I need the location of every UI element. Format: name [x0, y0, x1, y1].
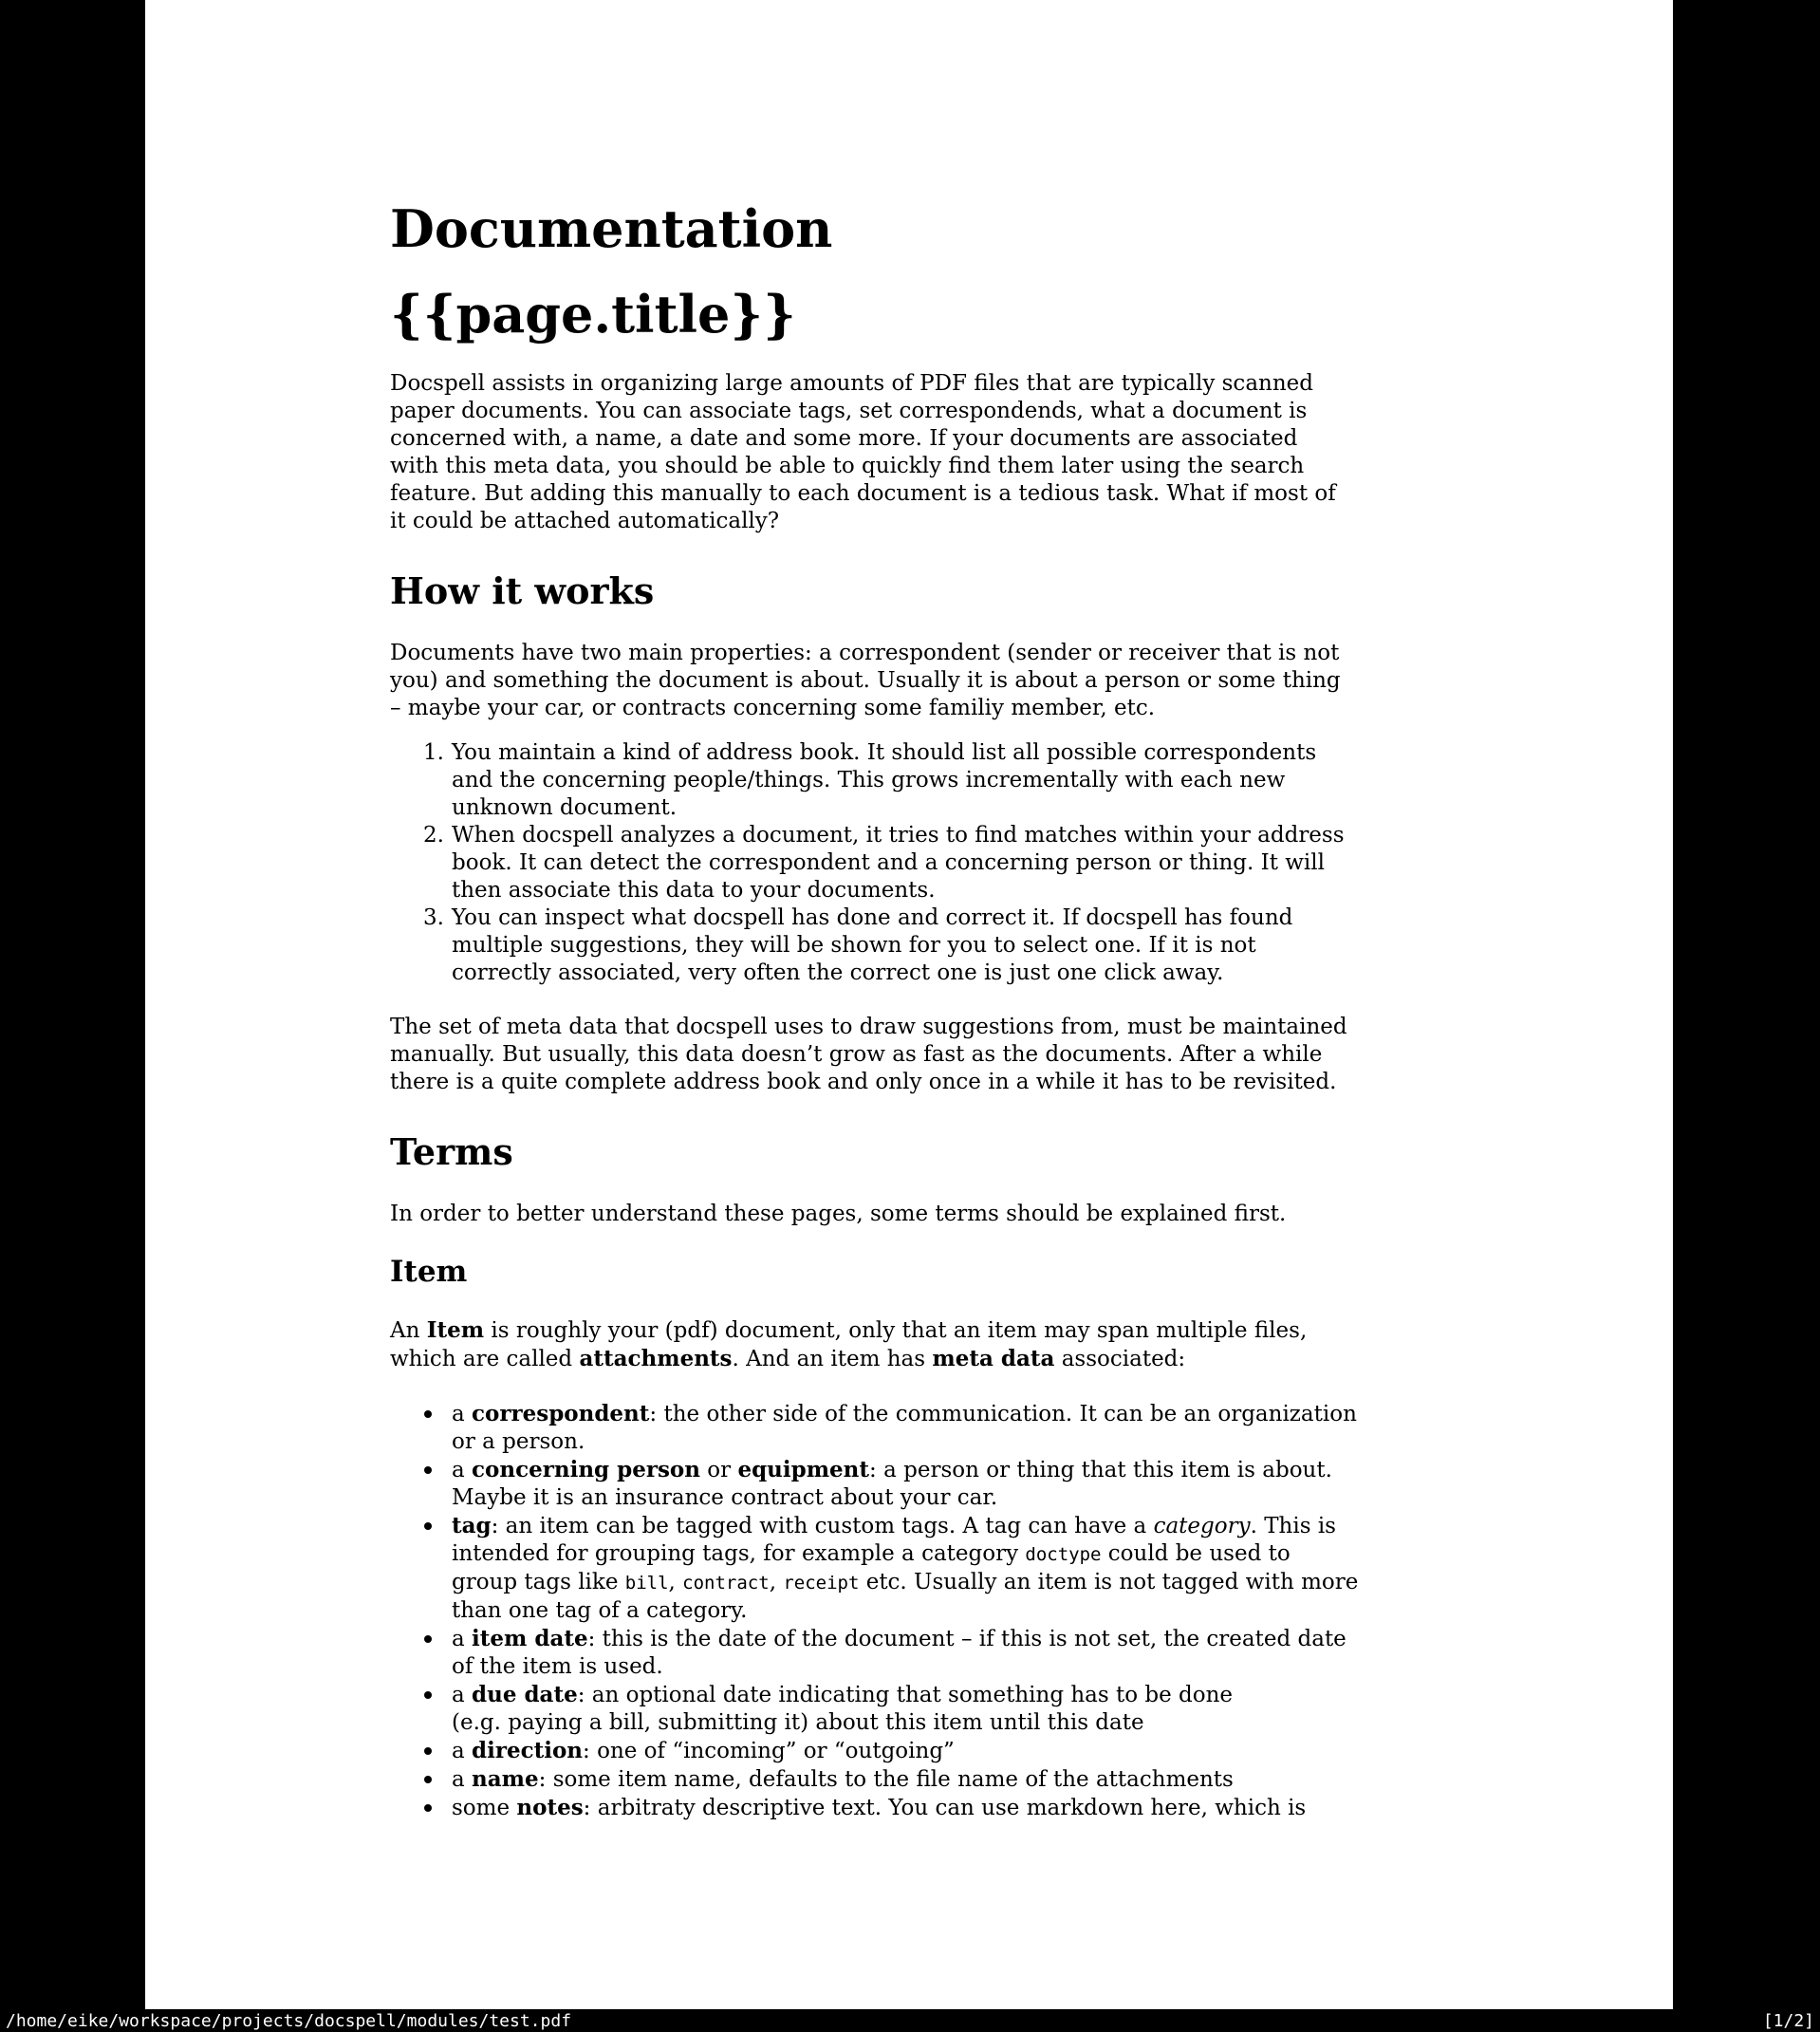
list-item: [452, 1512, 1491, 1625]
plain-text: group tags like: [452, 1570, 625, 1594]
list-item: [452, 1625, 1491, 1681]
text-line: You can inspect what docspell has done and correct it. If docspell has found: [452, 905, 1293, 930]
bold-text: concerning person: [472, 1457, 700, 1482]
plain-text: : the other side of the communication. It can be an organization: [649, 1402, 1357, 1426]
text-line: [452, 1428, 1491, 1456]
bullet-icon: [424, 1466, 432, 1474]
plain-text: a: [452, 1458, 473, 1482]
bold-text: tag: [452, 1513, 492, 1538]
list-item: [452, 1681, 1491, 1737]
bold-text: item date: [472, 1626, 588, 1651]
text-line: unknown document.: [452, 795, 678, 820]
plain-text: Maybe it is an insurance contract about your car.: [452, 1485, 998, 1510]
plain-text: a: [452, 1402, 473, 1426]
statusbar-page-indicator: [1/2]: [1762, 2010, 1814, 2031]
text-line: [452, 1400, 1491, 1428]
paragraph: [390, 640, 1491, 722]
text-line: [452, 1737, 1491, 1765]
text-line: and the concerning people/things. This grows incrementally with each new: [452, 768, 1286, 792]
list-item: [452, 1765, 1491, 1794]
plain-text: of the item is used.: [452, 1654, 663, 1679]
plain-text: . This is: [1250, 1514, 1336, 1538]
text-line: In order to better understand these pages, some terms should be explained first.: [390, 1202, 1287, 1226]
code-text: doctype: [1025, 1544, 1102, 1565]
bold-text: correspondent: [472, 1401, 650, 1426]
bold-text: name: [472, 1766, 539, 1792]
statusbar: [0, 2009, 1820, 2032]
plain-text: or: [699, 1458, 738, 1482]
ordered-list: [390, 739, 1491, 987]
text-line: [390, 1345, 1491, 1373]
text-line: you) and something the document is about. Usually it is about a person or some thing: [390, 668, 1341, 693]
heading-h1: {{page.title}}: [390, 284, 796, 345]
text-line: concerned with, a name, a date and some more. If your documents are associated: [390, 426, 1298, 451]
bold-text: Item: [426, 1317, 485, 1343]
plain-text: a: [452, 1739, 473, 1763]
plain-text: : an optional date indicating that something has to be done: [577, 1683, 1234, 1707]
text-line: with this meta data, you should be able to quickly find them later using the search: [390, 454, 1305, 478]
paragraph: [390, 1014, 1491, 1096]
text-line: [390, 1316, 1491, 1345]
bold-text: direction: [472, 1738, 584, 1763]
plain-text: than one tag of a category.: [452, 1598, 748, 1623]
text-line: Documents have two main properties: a correspondent (sender or receiver that is not: [390, 641, 1340, 665]
plain-text: a: [452, 1767, 473, 1792]
plain-text: ,: [668, 1570, 683, 1594]
text-line: [452, 1794, 1491, 1822]
heading-h1: Documentation: [390, 198, 833, 259]
italic-text: category: [1153, 1514, 1251, 1538]
list-item: [423, 822, 1491, 904]
list-number: 2.: [423, 823, 444, 848]
text-line: manually. But usually, this data doesn’t grow as fast as the documents. After a while: [390, 1042, 1323, 1067]
list-number: 1.: [423, 740, 444, 765]
text-line: correctly associated, very often the correct one is just one click away.: [452, 960, 1224, 985]
bold-text: notes: [516, 1795, 584, 1820]
plain-text: associated:: [1054, 1347, 1186, 1371]
list-item: [452, 1794, 1491, 1822]
plain-text: ,: [769, 1570, 784, 1594]
text-line: [452, 1765, 1491, 1794]
plain-text: intended for grouping tags, for example a category: [452, 1541, 1026, 1566]
list-item: [423, 904, 1491, 987]
plain-text: is roughly your (pdf) document, only that an item may span multiple files,: [484, 1318, 1308, 1343]
pdf-page: [145, 0, 1673, 2009]
plain-text: (e.g. paying a bill, submitting it) about this item until this date: [452, 1710, 1144, 1735]
plain-text: some: [452, 1796, 517, 1820]
text-line: You maintain a kind of address book. It should list all possible correspondents: [452, 740, 1317, 765]
heading-h2: How it works: [390, 569, 655, 612]
bullet-icon: [424, 1804, 432, 1812]
text-line: [452, 1681, 1491, 1709]
paragraph: [390, 370, 1491, 535]
bullet-icon: [424, 1691, 432, 1699]
bullet-list: [390, 1400, 1491, 1822]
text-line: paper documents. You can associate tags, set correspondends, what a document is: [390, 399, 1308, 423]
text-line: multiple suggestions, they will be shown for you to select one. If it is not: [452, 933, 1256, 958]
list-number: 3.: [423, 905, 444, 930]
bold-text: equipment: [737, 1457, 870, 1482]
list-item: [452, 1737, 1491, 1765]
plain-text: : some item name, defaults to the file name of the attachments: [538, 1767, 1234, 1792]
heading-h2: Terms: [390, 1130, 513, 1173]
bullet-icon: [424, 1635, 432, 1643]
text-line: [452, 1569, 1491, 1597]
text-line: feature. But adding this manually to each document is a tedious task. What if most of: [390, 481, 1336, 506]
bold-text: attachments: [579, 1346, 733, 1371]
text-line: Docspell assists in organizing large amounts of PDF files that are typically scanned: [390, 371, 1313, 396]
plain-text: etc. Usually an item is not tagged with more: [859, 1570, 1359, 1594]
plain-text: : this is the date of the document – if this is not set, the created date: [587, 1627, 1346, 1651]
plain-text: . And an item has: [732, 1347, 933, 1371]
bold-text: meta data: [932, 1346, 1055, 1371]
bullet-icon: [424, 1522, 432, 1530]
plain-text: or a person.: [452, 1429, 585, 1454]
text-line: there is a quite complete address book and only once in a while it has to be revisited.: [390, 1070, 1337, 1094]
text-line: [452, 1709, 1491, 1737]
plain-text: : arbitraty descriptive text. You can use markdown here, which is: [583, 1796, 1307, 1820]
list-item: [452, 1400, 1491, 1456]
text-line: [452, 1512, 1491, 1540]
plain-text: could be used to: [1101, 1541, 1291, 1566]
plain-text: : one of “incoming” or “outgoing”: [583, 1739, 955, 1763]
plain-text: : a person or thing that this item is about.: [869, 1458, 1332, 1482]
text-line: [452, 1625, 1491, 1653]
text-line: it could be attached automatically?: [390, 509, 780, 533]
bullet-icon: [424, 1747, 432, 1755]
text-line: – maybe your car, or contracts concerning some familiy member, etc.: [390, 696, 1156, 720]
text-line: [452, 1653, 1491, 1681]
bullet-icon: [424, 1776, 432, 1783]
list-item: [452, 1456, 1491, 1512]
text-line: [452, 1484, 1491, 1512]
text-line: [452, 1597, 1491, 1625]
paragraph: [390, 1316, 1491, 1373]
plain-text: An: [390, 1318, 427, 1343]
heading-h3: Item: [390, 1255, 468, 1289]
paragraph: [390, 1201, 1491, 1228]
plain-text: a: [452, 1627, 473, 1651]
document-content: [145, 0, 1491, 1822]
plain-text: : an item can be tagged with custom tags. A tag can have a: [491, 1514, 1154, 1538]
bullet-icon: [424, 1410, 432, 1418]
bold-text: due date: [472, 1682, 578, 1707]
text-line: book. It can detect the correspondent and a concerning person or thing. It will: [452, 850, 1325, 875]
text-line: When docspell analyzes a document, it tries to find matches within your address: [452, 823, 1345, 848]
text-line: [452, 1456, 1491, 1484]
text-line: then associate this data to your documents.: [452, 878, 936, 903]
text-line: [452, 1540, 1491, 1569]
code-text: receipt: [783, 1573, 860, 1594]
plain-text: which are called: [390, 1347, 580, 1371]
statusbar-filepath: /home/eike/workspace/projects/docspell/modules/test.pdf: [6, 2010, 572, 2031]
list-item: [423, 739, 1491, 822]
code-text: bill: [624, 1573, 669, 1594]
code-text: contract: [682, 1573, 770, 1594]
text-line: The set of meta data that docspell uses to draw suggestions from, must be maintained: [390, 1015, 1347, 1039]
plain-text: a: [452, 1683, 473, 1707]
